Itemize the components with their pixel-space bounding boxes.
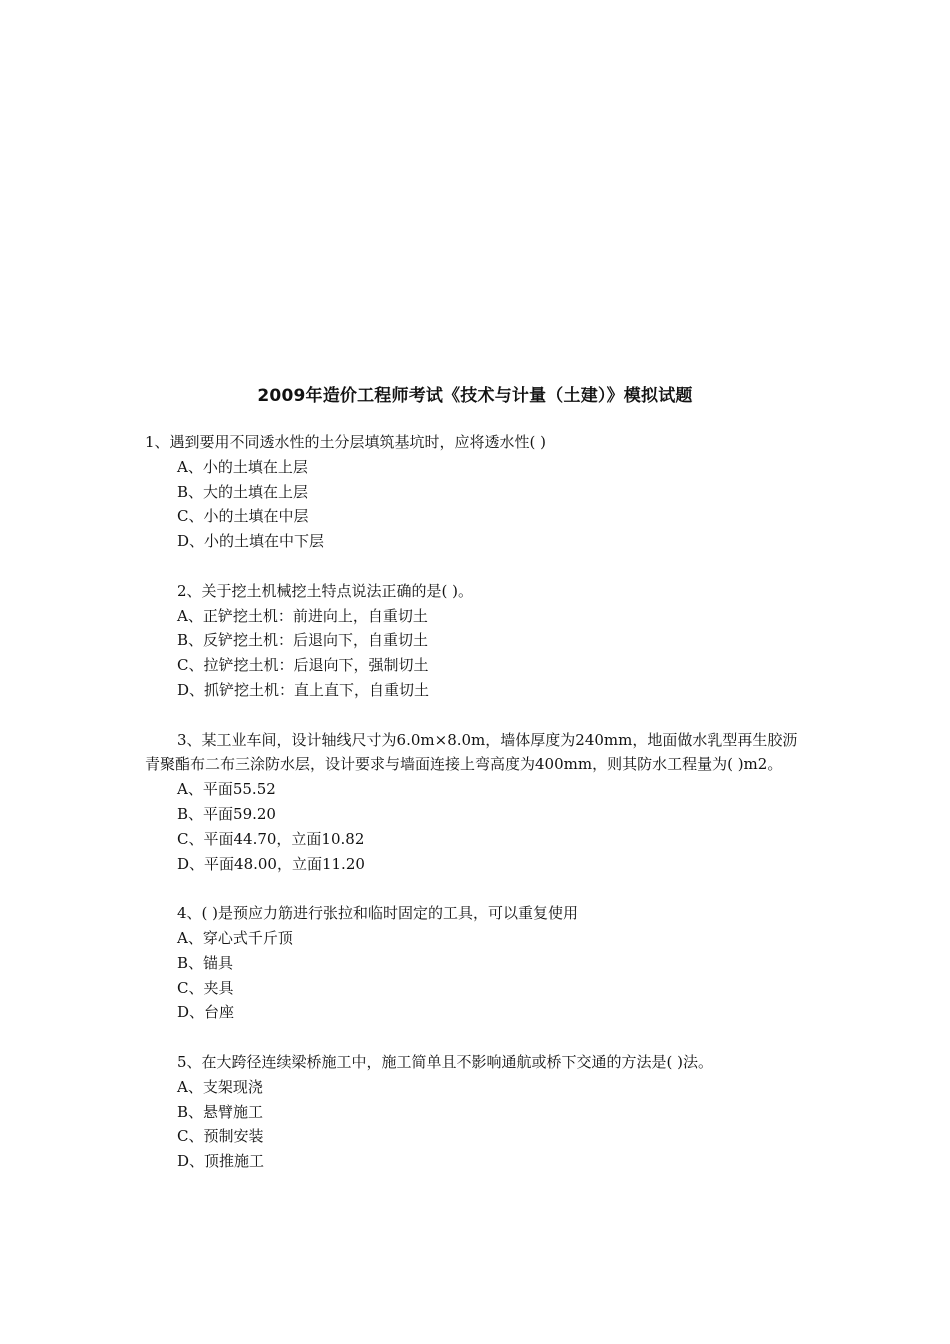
question-stem: 1、遇到要用不同透水性的土分层填筑基坑时，应将透水性( ) [145,433,547,451]
option-a: A、平面55.52 [177,780,276,799]
option-d: D、台座 [177,1003,235,1022]
question-3 [145,728,810,877]
option-c: C、平面44.70，立面10.82 [177,829,365,848]
option-c: C、小的土填在中层 [177,507,309,526]
option-b: B、悬臂施工 [177,1102,264,1121]
option-a: A、正铲挖土机：前进向上，自重切土 [177,606,428,625]
question-stem: 2、关于挖土机械挖土特点说法正确的是( )。 [177,581,474,600]
option-a: A、穿心式千斤顶 [177,928,293,947]
option-a: A、支架现浇 [177,1077,263,1096]
option-b: B、大的土填在上层 [177,482,309,501]
question-stem: 4、( )是预应力筋进行张拉和临时固定的工具，可以重复使用 [177,904,579,923]
question-list [145,430,810,1199]
question-4 [145,901,810,1025]
option-c: C、夹具 [177,978,234,997]
question-stem: 5、在大跨径连续梁桥施工中，施工简单且不影响通航或桥下交通的方法是( )法。 [177,1052,714,1071]
option-d: D、抓铲挖土机：直上直下，自重切土 [177,680,430,699]
option-b: B、锚具 [177,953,234,972]
question-1 [145,430,810,554]
question-5 [145,1050,810,1174]
option-d: D、平面48.00，立面11.20 [177,854,365,873]
option-c: C、拉铲挖土机：后退向下，强制切土 [177,656,429,675]
option-a: A、小的土填在上层 [177,457,308,476]
option-d: D、小的土填在中下层 [177,532,325,551]
question-2 [145,579,810,703]
question-stem: 3、某工业车间，设计轴线尺寸为6.0m×8.0m，墙体厚度为240mm，地面做水乳型再生胶沥青聚酯布二布三涂防水层，设计要求与墙面连接上弯高度为400mm，则其防水工程量为( )m2。 [145,730,798,774]
document-title: 2009年造价工程师考试《技术与计量（土建）》模拟试题 [257,386,693,406]
option-c: C、预制安装 [177,1127,264,1146]
option-d: D、顶推施工 [177,1152,265,1171]
option-b: B、平面59.20 [177,804,276,823]
option-b: B、反铲挖土机：后退向下，自重切土 [177,631,429,650]
